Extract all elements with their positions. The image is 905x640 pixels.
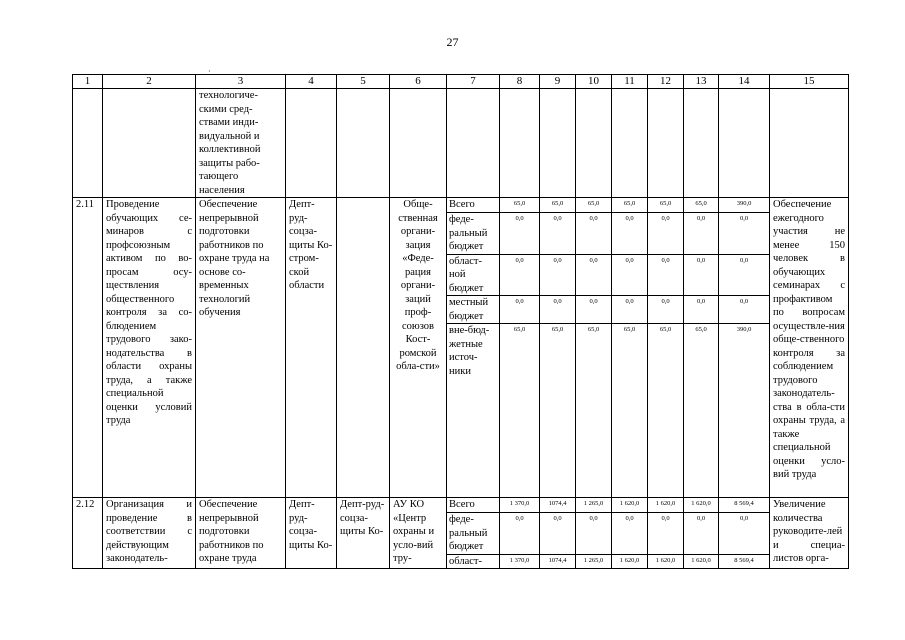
value-cell: 1 370,0: [500, 498, 540, 513]
value-cell: 65,0: [612, 324, 648, 498]
measure-text: Проведение обучающих се-минаров с профсоюзным активом по во-просам осу-ществления общественного контроля за со-блюдением трудового зако-нодательства в области охраны труда, а также специальной оценки условий труда: [103, 198, 196, 498]
header-cell: 1: [73, 75, 103, 89]
header-cell: 11: [612, 75, 648, 89]
continuation-goal-text: технологиче- скими сред- ствами инди- видуальной и коллективной защиты рабо- тающего населения: [196, 89, 286, 198]
header-cell: 10: [576, 75, 612, 89]
header-row: [73, 75, 849, 89]
value-cell: 1 265,0: [576, 498, 612, 513]
expected-result-text: Обеспечение ежегодного участия не менее 150 человек в обучающих семинарах с профактивом по вопросам осуществле-ния обще-ственного контроля за соблюдением трудового законодатель-ства в обла-сти охраны труда, а также специальной оценки усло-вий труда: [770, 198, 849, 498]
scan-mark: ·: [208, 67, 211, 76]
value-cell: 65,0: [612, 198, 648, 213]
value-cell: 0,0: [576, 213, 612, 255]
value-cell: 1 370,0: [500, 554, 540, 569]
value-cell: 0,0: [576, 254, 612, 296]
value-cell: 0,0: [540, 254, 576, 296]
value-cell: 0,0: [684, 254, 719, 296]
funding-source-label: област-: [447, 554, 500, 569]
value-cell: 0,0: [684, 213, 719, 255]
value-cell: 0,0: [576, 513, 612, 555]
value-cell: 1 620,0: [684, 498, 719, 513]
value-cell: 0,0: [612, 513, 648, 555]
coexecutor-text: Депт-руд-соцза-щиты Ко-: [286, 498, 337, 569]
value-cell: 0,0: [648, 213, 684, 255]
header-cell: 6: [390, 75, 447, 89]
value-cell: 65,0: [540, 198, 576, 213]
organization-text: Обще-ственная органи-зация «Феде-рация органи-заций проф-союзов Кост-ромской обла-сти»: [390, 198, 447, 498]
executor-text: [337, 198, 390, 498]
value-cell: 0,0: [648, 296, 684, 324]
table-row-2-12: [73, 498, 849, 513]
value-cell: 65,0: [500, 198, 540, 213]
value-cell: 1 620,0: [612, 498, 648, 513]
value-cell: 1074,4: [540, 554, 576, 569]
funding-source-label: феде-ральный бюджет: [447, 213, 500, 255]
value-cell: 1074,4: [540, 498, 576, 513]
header-cell: 14: [719, 75, 770, 89]
header-cell: 5: [337, 75, 390, 89]
header-cell: 7: [447, 75, 500, 89]
value-cell: 65,0: [576, 324, 612, 498]
value-cell: 65,0: [684, 198, 719, 213]
value-cell: 0,0: [576, 296, 612, 324]
goal-text: Обеспечение непрерывной подготовки работников по охране труда на основе со-временных технологий обучения: [196, 198, 286, 498]
organization-text: АУ КО «Центр охраны и усло-вий тру-: [390, 498, 447, 569]
value-cell: 390,0: [719, 198, 770, 213]
row-number: 2.11: [73, 198, 103, 498]
value-cell: 0,0: [540, 213, 576, 255]
value-cell: 8 569,4: [719, 554, 770, 569]
header-cell: 12: [648, 75, 684, 89]
funding-source-label: вне-бюд-жетные источ-ники: [447, 324, 500, 498]
value-cell: 0,0: [500, 296, 540, 324]
value-cell: 0,0: [612, 296, 648, 324]
funding-source-label: местный бюджет: [447, 296, 500, 324]
value-cell: 0,0: [719, 296, 770, 324]
value-cell: 0,0: [719, 254, 770, 296]
value-cell: 65,0: [576, 198, 612, 213]
value-cell: 0,0: [500, 254, 540, 296]
table-row-2-11: [73, 198, 849, 213]
value-cell: 0,0: [684, 513, 719, 555]
funding-source-label: Всего: [447, 198, 500, 213]
value-cell: 65,0: [500, 324, 540, 498]
header-cell: 13: [684, 75, 719, 89]
measure-text: Организация и проведение в соответствии с действующим законодатель-: [103, 498, 196, 569]
funding-source-label: област-ной бюджет: [447, 254, 500, 296]
value-cell: 65,0: [648, 324, 684, 498]
value-cell: 1 265,0: [576, 554, 612, 569]
goal-text: Обеспечение непрерывной подготовки работников по охране труда: [196, 498, 286, 569]
continuation-row: [73, 89, 849, 198]
value-cell: 0,0: [540, 296, 576, 324]
value-cell: 1 620,0: [648, 554, 684, 569]
value-cell: 0,0: [648, 254, 684, 296]
value-cell: 65,0: [540, 324, 576, 498]
header-cell: 2: [103, 75, 196, 89]
executor-text: Депт-руд-соцза-щиты Ко-: [337, 498, 390, 569]
page-number: 27: [446, 35, 459, 49]
header-cell: 4: [286, 75, 337, 89]
value-cell: 65,0: [648, 198, 684, 213]
funding-source-label: феде-ральный бюджет: [447, 513, 500, 555]
value-cell: 0,0: [540, 513, 576, 555]
value-cell: 0,0: [612, 254, 648, 296]
expected-result-text: Увеличение количества руководите-лей и специа-листов орга-: [770, 498, 849, 569]
value-cell: 0,0: [500, 513, 540, 555]
value-cell: 0,0: [719, 213, 770, 255]
header-cell: 9: [540, 75, 576, 89]
coexecutor-text: Депт-руд-соцза-щиты Ко-стром-ской области: [286, 198, 337, 498]
value-cell: 0,0: [612, 213, 648, 255]
row-number: 2.12: [73, 498, 103, 569]
funding-source-label: Всего: [447, 498, 500, 513]
program-table: [72, 74, 849, 569]
header-cell: 8: [500, 75, 540, 89]
value-cell: 390,0: [719, 324, 770, 498]
value-cell: 1 620,0: [612, 554, 648, 569]
value-cell: 1 620,0: [648, 498, 684, 513]
header-cell: 15: [770, 75, 849, 89]
value-cell: 65,0: [684, 324, 719, 498]
header-cell: 3: [196, 75, 286, 89]
value-cell: 0,0: [719, 513, 770, 555]
value-cell: 0,0: [684, 296, 719, 324]
value-cell: 0,0: [648, 513, 684, 555]
value-cell: 8 569,4: [719, 498, 770, 513]
value-cell: 0,0: [500, 213, 540, 255]
value-cell: 1 620,0: [684, 554, 719, 569]
